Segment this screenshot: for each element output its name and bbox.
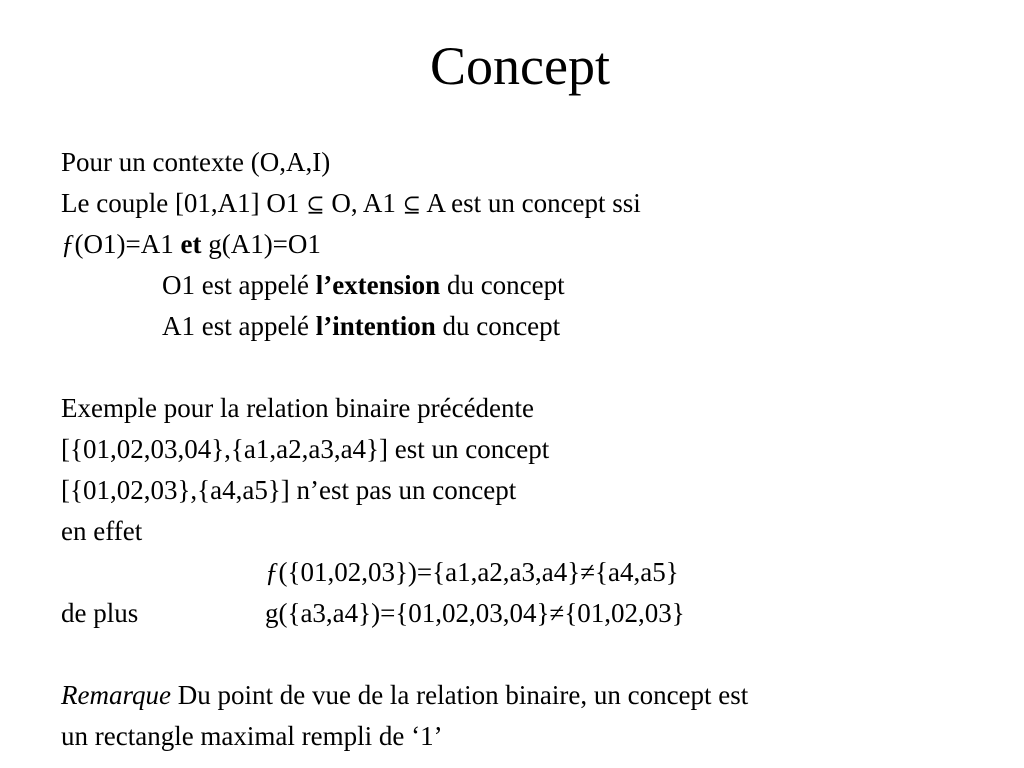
remark-line — [61, 678, 748, 712]
subset-symbol-2: ⊆ — [402, 193, 422, 218]
intention-text-part-2: du concept — [435, 311, 561, 341]
example-non-concept-line: [{01,02,03},{a4,a5}] n’est pas un concept — [61, 475, 517, 505]
extension-term: l’extension — [315, 270, 441, 300]
definition-text-part-3: A est un concept ssi — [421, 188, 641, 218]
intention-term: l’intention — [315, 311, 436, 341]
g-computation-line: g({a3,a4})={01,02,03,04}≠{01,02,03} — [265, 598, 685, 628]
function-f-symbol: ƒ — [61, 229, 75, 259]
example-concept-line: [{01,02,03,04},{a1,a2,a3,a4}] est un concept — [61, 434, 550, 464]
subset-symbol-1: ⊆ — [306, 193, 325, 218]
f-computation-line — [265, 555, 679, 589]
context-line: Pour un contexte (O,A,I) — [61, 147, 331, 177]
remark-label: Remarque — [61, 680, 171, 710]
condition-text-part-2: g(A1)=O1 — [201, 229, 321, 259]
extension-text-part-2: du concept — [440, 270, 565, 300]
function-f-symbol-2: ƒ — [265, 557, 279, 587]
definition-text-part-2: O, A1 — [324, 188, 403, 218]
extension-line — [162, 268, 565, 302]
definition-text-part-1: Le couple [01,A1] O1 — [61, 188, 307, 218]
f-computation-text: ({01,02,03})={a1,a2,a3,a4}≠{a4,a5} — [278, 557, 679, 587]
en-effet-line: en effet — [61, 516, 143, 546]
condition-line — [61, 227, 321, 261]
condition-text-part-1: (O1)=A1 — [74, 229, 181, 259]
extension-text-part-1: O1 est appelé — [162, 270, 316, 300]
intention-line — [162, 309, 560, 343]
remark-continuation-line: un rectangle maximal rempli de ‘1’ — [61, 721, 443, 751]
intention-text-part-1: A1 est appelé — [162, 311, 316, 341]
concept-definition-line — [61, 186, 641, 223]
de-plus-label: de plus — [61, 598, 139, 628]
example-heading-line: Exemple pour la relation binaire précédente — [61, 393, 535, 423]
slide-title: Concept — [430, 36, 610, 96]
condition-et: et — [180, 229, 202, 259]
remark-text: Du point de vue de la relation binaire, un concept est — [170, 680, 749, 710]
